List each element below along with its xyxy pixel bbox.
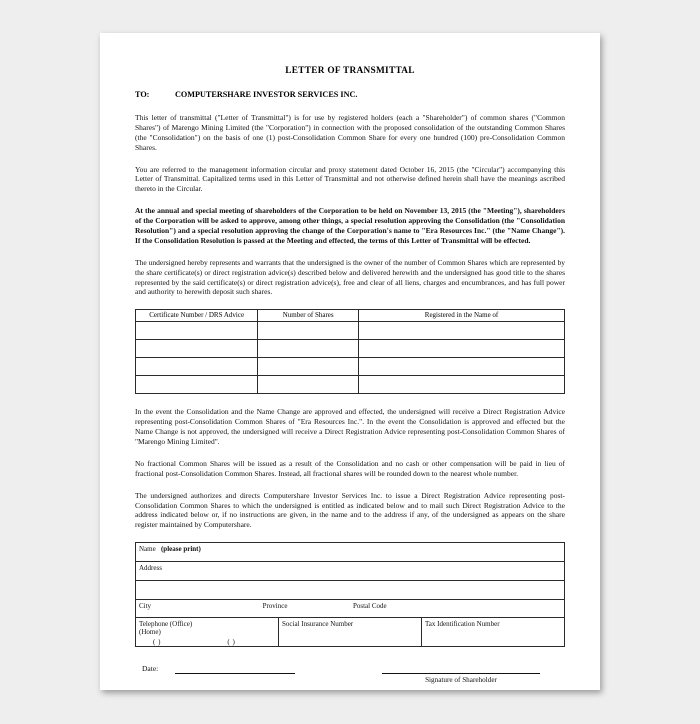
page-title: LETTER OF TRANSMITTAL bbox=[285, 66, 415, 76]
cell-certificate-number[interactable] bbox=[136, 322, 258, 340]
field-address[interactable] bbox=[136, 562, 565, 581]
cell-certificate-number[interactable] bbox=[136, 358, 258, 376]
field-city-province-postal[interactable] bbox=[136, 600, 565, 618]
field-social-insurance-number[interactable] bbox=[279, 618, 422, 647]
cell-certificate-number[interactable] bbox=[136, 340, 258, 358]
form-row-contact bbox=[136, 618, 565, 647]
province-label: Province bbox=[262, 602, 288, 611]
paragraph-representation: The undersigned hereby represents and warrants that the undersigned is the owner of the number of Common Shares which are represented by the share certificate(s) or direct registration advice(s) described below and delivered herewith and the undersigned has good title to the shares represented by the said certificate(s) or direct registration advice(s), free and clear of all liens, charges and encumbrances, and has full power and authority to herewith deposit such shares. bbox=[135, 257, 565, 297]
postal-code-label: Postal Code bbox=[352, 602, 387, 611]
paragraph-authorization: The undersigned authorizes and directs Computershare Investor Services Inc. to issue a Direct Registration Advice representing post-Consolidation Common Shares to which the undersigned is entitled as indicated below and to mail such Direct Registration Advice to the address indicated below or, if no instructions are given, in the name and to the address if any, of the undersigned as appears on the share register maintained by Computershare. bbox=[135, 490, 565, 530]
telephone-office-parens: ( ) bbox=[153, 638, 161, 647]
telephone-paren-row bbox=[139, 638, 278, 646]
paragraph-fractional: No fractional Common Shares will be issued as a result of the Consolidation and no cash or other compensation will be paid in lieu of fractional post-Consolidation Common Shares. Instead, all fractional shares will be rounded down to the nearest whole number. bbox=[135, 458, 565, 478]
form-row-address bbox=[136, 562, 565, 581]
telephone-home-parens: ( ) bbox=[227, 638, 236, 647]
paragraph-meeting: At the annual and special meeting of shareholders of the Corporation to be held on November 13, 2015 (the "Meeting"), shareholders of the Corporation will be asked to approve, among other things, a special resolution approving the Consolidation (the "Consolidation Resolution") and a special resolution approving the change of the Corporation's name to "Era Resources Inc." (the "Name Change"). If the Consolidation Resolution is passed at the Meeting and effected, the terms of this Letter of Transmittal will be effected. bbox=[135, 206, 565, 245]
column-header-certificate-number: Certificate Number / DRS Advice bbox=[136, 310, 258, 322]
cell-registered-name[interactable] bbox=[359, 376, 565, 394]
table-row[interactable] bbox=[136, 376, 565, 394]
cell-number-of-shares[interactable] bbox=[258, 358, 359, 376]
field-address-line-2[interactable] bbox=[136, 581, 565, 600]
addressee-line bbox=[135, 90, 565, 99]
share-certificate-table bbox=[135, 309, 565, 394]
paragraph-circular: You are referred to the management information circular and proxy statement dated October 16, 2015 (the "Circular") accompanying this Letter of Transmittal. Capitalized terms used in this Letter of Transmittal and not otherwise defined herein shall have the meanings ascribed thereto in the Circular. bbox=[135, 164, 565, 194]
paragraph-dra-receipt: In the event the Consolidation and the Name Change are approved and effected, the undersigned will receive a Direct Registration Advice representing post-Consolidation Common Shares of "Era Resources Inc.". In the event the Consolidation is approved and effected but the Name Change is not approved, the undersigned will receive a Direct Registration Advice representing post-Consolidation Common Shares of "Marengo Mining Limited". bbox=[135, 407, 565, 447]
document-page bbox=[100, 33, 600, 690]
date-label: Date: bbox=[142, 664, 159, 674]
address-label: Address bbox=[139, 564, 162, 573]
field-telephone[interactable] bbox=[136, 618, 279, 647]
cell-number-of-shares[interactable] bbox=[258, 376, 359, 394]
telephone-office-label: Telephone (Office) bbox=[139, 620, 193, 629]
form-row-address-continued bbox=[136, 581, 565, 600]
tax-id-label: Tax Identification Number bbox=[425, 620, 500, 629]
field-name[interactable] bbox=[136, 543, 565, 562]
city-label: City bbox=[139, 602, 152, 611]
column-header-number-of-shares: Number of Shares bbox=[258, 310, 359, 322]
shareholder-details-form bbox=[135, 542, 565, 647]
date-input-line[interactable] bbox=[175, 673, 295, 674]
to-label: TO: bbox=[135, 90, 150, 99]
table-header-row bbox=[136, 310, 565, 322]
cell-registered-name[interactable] bbox=[359, 340, 565, 358]
cell-registered-name[interactable] bbox=[359, 358, 565, 376]
cell-certificate-number[interactable] bbox=[136, 376, 258, 394]
signature-caption: Signature of Shareholder bbox=[425, 676, 497, 685]
name-label: Name bbox=[139, 545, 156, 554]
column-header-registered-name: Registered in the Name of bbox=[359, 310, 565, 322]
paragraph-intro: This letter of transmittal ("Letter of Transmittal") is for use by registered holders (each a "Shareholder") of common shares ("Common Shares") of Marengo Mining Limited (the "Corporation") in connection with the proposed consolidation of the outstanding Common Shares (the "Consolidation") on the basis of one (1) post-Consolidation Common Share for every one hundred (100) pre-Consolidation Common Shares. bbox=[135, 113, 565, 152]
signature-input-line[interactable] bbox=[382, 673, 540, 674]
field-tax-identification-number[interactable] bbox=[422, 618, 565, 647]
cell-number-of-shares[interactable] bbox=[258, 322, 359, 340]
name-label-hint: (please print) bbox=[160, 545, 201, 554]
cell-number-of-shares[interactable] bbox=[258, 340, 359, 358]
table-row[interactable] bbox=[136, 340, 565, 358]
table-row[interactable] bbox=[136, 322, 565, 340]
cell-registered-name[interactable] bbox=[359, 322, 565, 340]
form-row-city bbox=[136, 600, 565, 618]
table-row[interactable] bbox=[136, 358, 565, 376]
to-recipient: COMPUTERSHARE INVESTOR SERVICES INC. bbox=[175, 90, 358, 99]
telephone-home-label: (Home) bbox=[139, 628, 161, 637]
form-row-name bbox=[136, 543, 565, 562]
social-insurance-label: Social Insurance Number bbox=[282, 620, 354, 629]
signature-block bbox=[135, 664, 565, 704]
